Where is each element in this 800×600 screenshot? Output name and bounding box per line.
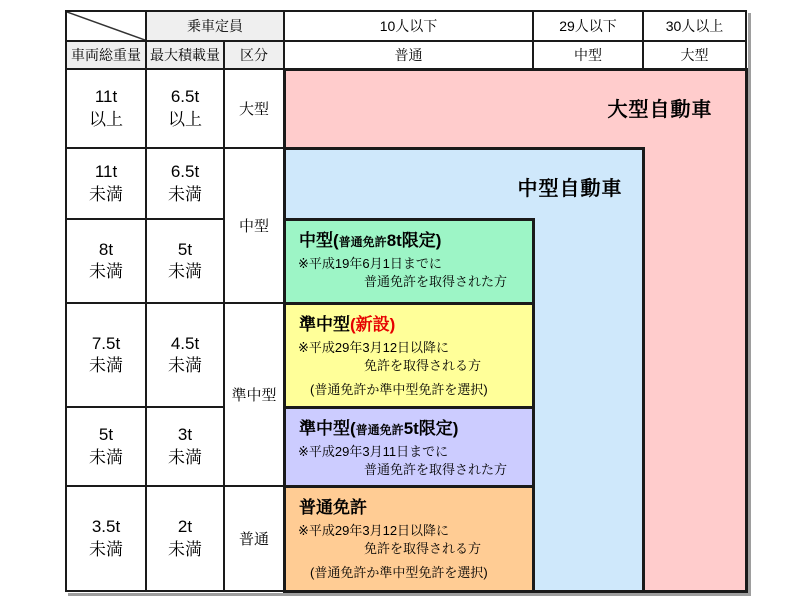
diagonal-header-cell [65, 10, 147, 42]
medium-vehicle-label: 中型自動車 [517, 178, 623, 200]
large-vehicle-label: 大型自動車 [607, 99, 713, 121]
weight-value: 3.5t [91, 517, 121, 537]
weight-value: 5t [177, 239, 193, 259]
header-gross-weight: 車両総重量 [65, 40, 147, 70]
title-main: 普通免許 [299, 498, 367, 517]
title-main: 準中型( [299, 419, 356, 438]
box-note: ※平成29年3月11日までに [298, 444, 449, 459]
box-note: (普通免許か準中型免許を選択) [310, 382, 488, 398]
gross-weight-cell [65, 218, 147, 304]
weight-qualifier: 未満 [168, 356, 202, 375]
weight-value: 5t [98, 425, 114, 445]
weight-qualifier: 未満 [168, 184, 202, 204]
title-small: 普通免許 [355, 423, 404, 437]
box-semi-medium-5t-limited [283, 406, 535, 488]
weight-qualifier: 未満 [89, 262, 123, 281]
box-note: 普通免許を取得された方 [364, 461, 508, 477]
weight-qualifier: 未満 [89, 184, 123, 204]
box-note: 免許を取得される方 [364, 540, 482, 556]
title-rest: 5t限定) [403, 419, 459, 438]
box-note: (普通免許か準中型免許を選択) [310, 565, 488, 581]
division-medium-cell: 中型 [223, 147, 285, 304]
diagonal-line [67, 12, 145, 40]
weight-value: 2t [177, 517, 193, 537]
weight-qualifier: 未満 [89, 356, 123, 375]
division-ordinary-cell: 普通 [223, 485, 285, 592]
box-note: ※平成19年6月1日までに [298, 256, 442, 271]
box-title [299, 310, 532, 335]
box-note: 普通免許を取得された方 [364, 273, 508, 289]
weight-qualifier: 以上 [168, 109, 202, 129]
title-main: 準中型 [299, 315, 350, 334]
weight-value: 6.5t [170, 87, 200, 107]
header-class-large: 大型 [642, 40, 747, 70]
header-division: 区分 [223, 40, 285, 70]
max-load-cell [145, 218, 225, 304]
gross-weight-cell [65, 302, 147, 408]
gross-weight-cell [65, 147, 147, 220]
box-ordinary-license [283, 485, 535, 593]
weight-qualifier: 未満 [89, 447, 123, 467]
header-passenger-capacity: 乗車定員 [145, 10, 285, 42]
box-title [299, 493, 532, 518]
box-note: ※平成29年3月12日以降に [298, 523, 450, 538]
header-capacity-30-or-more: 30人以上 [642, 10, 747, 42]
box-semi-medium-new [283, 302, 535, 409]
gross-weight-cell [65, 406, 147, 487]
weight-qualifier: 未満 [168, 262, 202, 281]
weight-qualifier: 未満 [89, 539, 123, 559]
division-large-cell: 大型 [223, 68, 285, 149]
max-load-cell [145, 68, 225, 149]
weight-qualifier: 未満 [168, 447, 202, 467]
max-load-cell [145, 485, 225, 592]
header-class-ordinary: 普通 [283, 40, 534, 70]
gross-weight-cell [65, 68, 147, 149]
weight-value: 8t [98, 239, 114, 259]
box-title [299, 226, 532, 251]
max-load-cell [145, 147, 225, 220]
box-title [299, 414, 532, 439]
header-capacity-10-or-less: 10人以下 [283, 10, 534, 42]
box-note: ※平成29年3月12日以降に [298, 340, 450, 355]
max-load-cell [145, 406, 225, 487]
header-max-load: 最大積載量 [145, 40, 225, 70]
weight-value: 11t [94, 162, 118, 182]
title-red: (新設) [350, 315, 396, 334]
title-rest: 8t限定) [386, 231, 442, 250]
weight-value: 4.5t [170, 333, 200, 353]
header-capacity-29-or-less: 29人以下 [532, 10, 644, 42]
weight-qualifier: 未満 [168, 539, 202, 559]
weight-value: 11t [94, 87, 118, 107]
weight-value: 3t [177, 425, 193, 445]
gross-weight-cell [65, 485, 147, 592]
weight-value: 7.5t [91, 333, 121, 353]
header-class-medium: 中型 [532, 40, 644, 70]
box-note: 免許を取得される方 [364, 357, 482, 373]
title-small: 普通免許 [338, 235, 387, 249]
division-semi-medium-cell: 準中型 [223, 302, 285, 487]
weight-qualifier: 以上 [89, 109, 123, 129]
box-medium-8t-limited [283, 218, 535, 305]
title-main: 中型( [299, 231, 339, 250]
weight-value: 6.5t [170, 162, 200, 182]
max-load-cell [145, 302, 225, 408]
